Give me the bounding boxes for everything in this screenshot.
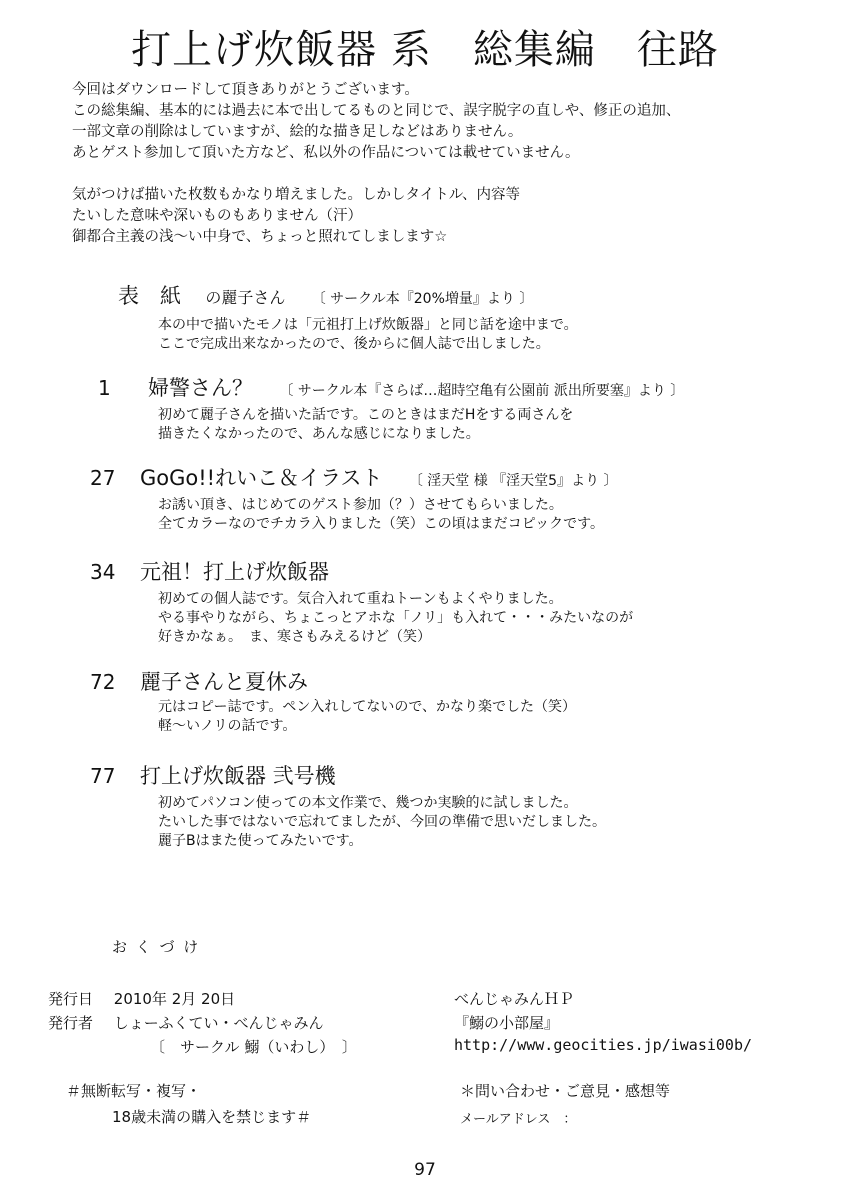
entry-page: 77	[90, 764, 116, 788]
entry-description	[158, 316, 578, 354]
colophon-circle: 〔 サークル 鰯（いわし） 〕	[150, 1038, 357, 1056]
entry-title: 打上げ炊飯器 弐号機	[140, 764, 336, 788]
entry-line: 描きたくなかったので、あんな感じになりました。	[158, 426, 480, 442]
homepage-label: べんじゃみんＨＰ	[454, 990, 575, 1008]
publisher-value: しょーふくてい・べんじゃみん	[113, 1014, 324, 1032]
entry-page: 34	[90, 560, 116, 584]
entry-line: 本の中で描いたモノは「元祖打上げ炊飯器」と同じ話を途中まで。	[158, 317, 578, 333]
entry-line: やる事やりながら、ちょこっとアホな「ノリ」も入れて・・・みたいなのが	[158, 610, 634, 626]
intro-line: 気がつけば描いた枚数もかなり増えました。しかしタイトル、内容等	[72, 187, 521, 203]
entry-line: お誘い頂き、はじめてのゲスト参加（？）させてもらいました。	[158, 497, 563, 513]
entry-heading	[90, 556, 329, 586]
entry-line: たいした事ではないで忘れてましたが、今回の準備で思いだしました。	[158, 814, 606, 830]
entry-page: 1	[98, 376, 111, 400]
entry-source: 〔 サークル本『さらば…超時空亀有公園前 派出所要塞』より 〕	[279, 383, 685, 399]
mail-label: メールアドレス ：	[460, 1112, 577, 1127]
colophon-date	[48, 988, 235, 1009]
entry-source: 〔 淫天堂 様 『淫天堂5』より 〕	[408, 473, 618, 489]
entry-line: 初めてパソコン使っての本文作業で、幾つか実験的に試しました。	[158, 795, 578, 811]
entry-line: 麗子Bはまた使ってみたいです。	[158, 833, 363, 849]
entry-description	[158, 794, 606, 851]
colophon-publisher	[48, 1012, 324, 1033]
intro-line: この総集編、基本的には過去に本で出してるものと同じで、誤字脱字の直しや、修正の追加、	[72, 103, 681, 119]
entry-description	[158, 406, 573, 444]
entry-subtitle: の麗子さん	[205, 288, 286, 307]
intro-line: あとゲスト参加して頂いた方など、私以外の作品については載せていません。	[72, 145, 580, 161]
notice-line: 18歳未満の購入を禁じます＃	[112, 1108, 312, 1126]
intro-text	[72, 80, 680, 248]
publisher-label: 発行者	[48, 1014, 94, 1032]
intro-line: 一部文章の削除はしていますが、絵的な描き足しなどはありません。	[72, 124, 523, 140]
page-number: 97	[414, 1160, 436, 1180]
entry-heading	[90, 666, 308, 696]
page-title: 打上げ炊飯器 系 総集編 往路	[131, 27, 719, 73]
entry-title: 婦警さん？	[148, 376, 253, 400]
intro-line: 御都合主義の浅～い中身で、ちょっと照れてしまします☆	[72, 229, 448, 245]
entry-heading	[90, 760, 336, 790]
entry-heading	[98, 372, 684, 402]
entry-source: 〔 サークル本『20%増量』より 〕	[311, 291, 534, 307]
entry-line: ここで完成出来なかったので、後からに個人誌で出しました。	[158, 336, 550, 352]
entry-heading	[90, 462, 618, 492]
entry-description	[158, 496, 604, 534]
entry-line: 好きかなぁ。 ま、寒さもみえるけど（笑）	[158, 629, 431, 645]
entry-line: 初めての個人誌です。気合入れて重ねトーンもよくやりました。	[158, 591, 563, 607]
entry-line: 全てカラーなのでチカラ入りました（笑）この頃はまだコピックです。	[158, 516, 605, 532]
entry-title: GoGo!!れいこ＆イラスト	[140, 466, 383, 490]
colophon-heading: お く づ け	[112, 938, 201, 956]
entry-page: 72	[90, 670, 116, 694]
intro-line: 今回はダウンロードして頂きありがとうございます。	[72, 82, 419, 98]
homepage-name: 『鰯の小部屋』	[454, 1014, 560, 1032]
entry-title: 麗子さんと夏休み	[140, 670, 308, 694]
entry-description	[158, 590, 633, 647]
date-value: 2010年 2月 20日	[113, 990, 236, 1008]
contact-line: ＊問い合わせ・ご意見・感想等	[460, 1082, 671, 1100]
entry-line: 初めて麗子さんを描いた話です。このときはまだHをする両さんを	[158, 407, 574, 423]
homepage-url[interactable]: http://www.geocities.jp/iwasi00b/	[454, 1036, 753, 1054]
entry-description	[158, 698, 576, 736]
entry-heading	[118, 280, 533, 310]
entry-line: 軽～いノリの話です。	[158, 718, 297, 734]
entry-title: 元祖！打上げ炊飯器	[140, 560, 329, 584]
notice-line: ＃無断転写・複写・	[66, 1082, 202, 1100]
entry-page: 27	[90, 466, 116, 490]
intro-line: たいした意味や深いものもありません（汗）	[72, 208, 362, 224]
date-label: 発行日	[48, 990, 94, 1008]
entry-line: 元はコピー誌です。ペン入れしてないので、かなり楽でした（笑）	[158, 699, 577, 715]
entry-title: 表 紙	[118, 284, 181, 308]
